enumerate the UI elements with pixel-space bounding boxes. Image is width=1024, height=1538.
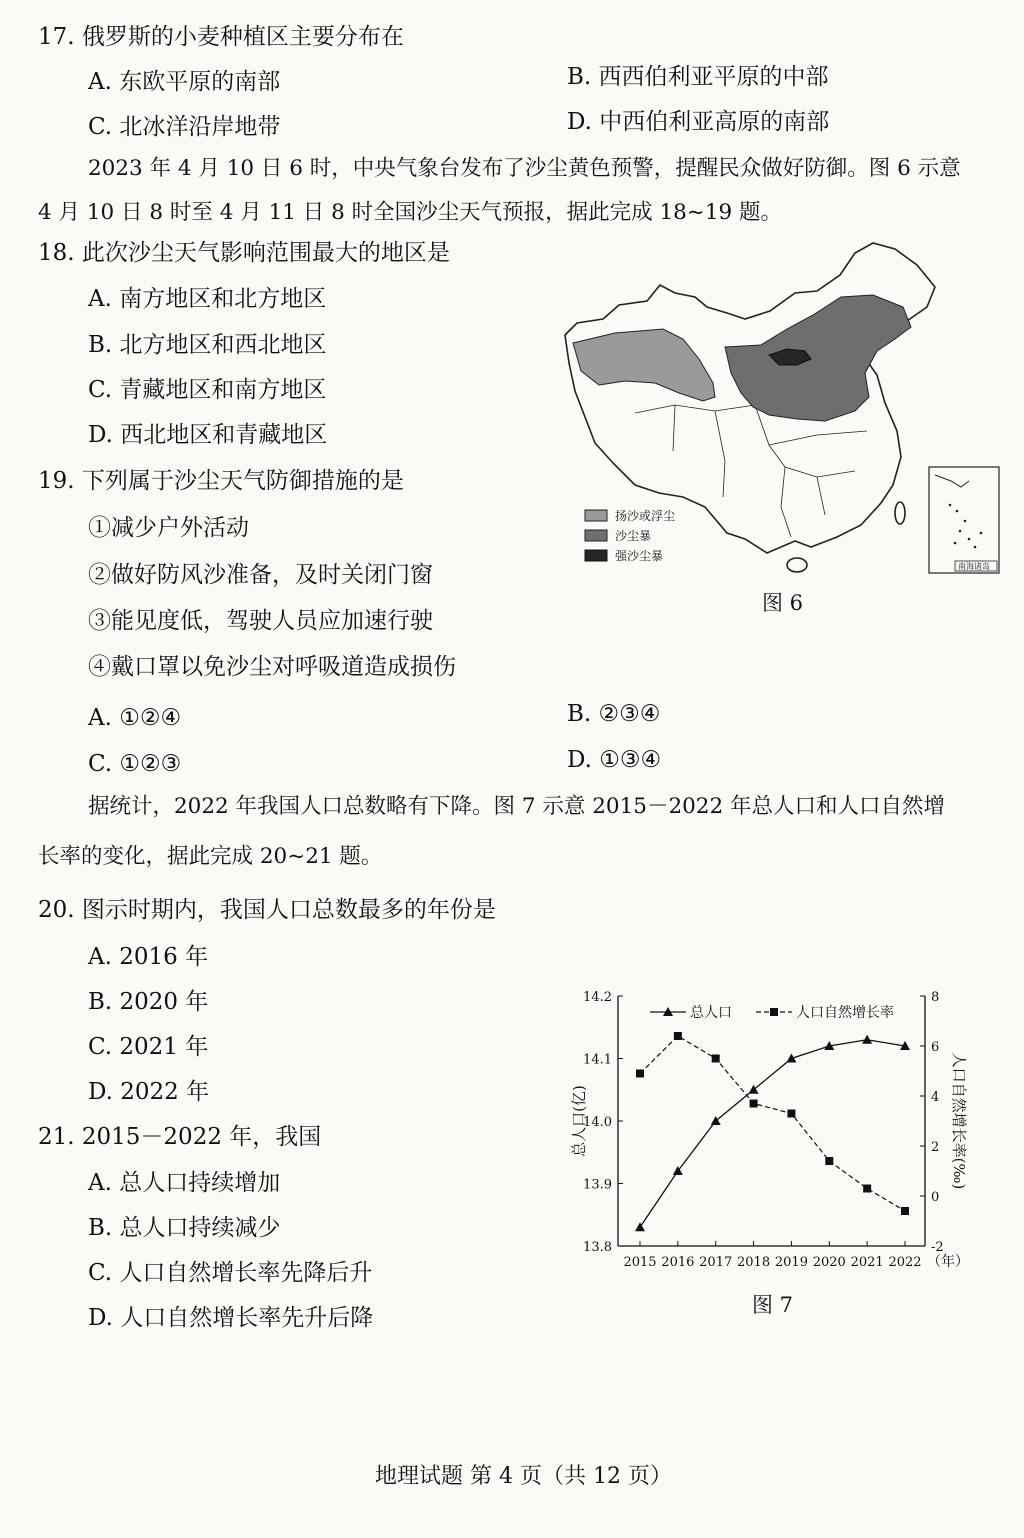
q21-option-a: A. 总人口持续增加 [88, 1170, 281, 1196]
q20-option-b: B. 2020 年 [88, 989, 209, 1015]
q19-option-a: A. ①②④ [88, 705, 182, 731]
x-tick-label: 2015 [623, 1255, 657, 1270]
q17-option-c: C. 北冰洋沿岸地带 [88, 114, 281, 140]
q19-option-b: B. ②③④ [567, 701, 661, 727]
legend-swatch-sandstorm [585, 530, 607, 541]
right-y-axis-title: 人口自然增长率(‰) [950, 1052, 968, 1190]
data-point-natural-growth-rate [863, 1185, 871, 1193]
right-y-tick-label: 8 [931, 990, 940, 1005]
taiwan-island [895, 502, 905, 524]
legend-label-sandstorm: 沙尘暴 [615, 529, 652, 543]
passage1-line1: 2023 年 4 月 10 日 6 时，中央气象台发布了沙尘黄色预警，提醒民众做好防御。图 6 示意 [88, 156, 961, 181]
data-point-total-population [862, 1035, 872, 1044]
left-y-tick-label: 13.8 [583, 1240, 612, 1255]
legend-marker-natural-growth-rate [770, 1008, 778, 1016]
right-y-tick-label: 0 [931, 1190, 940, 1205]
inset-label: 南海诸岛 [958, 562, 990, 571]
q19-item-4: ④戴口罩以免沙尘对呼吸道造成损伤 [88, 654, 456, 680]
inset-frame [929, 467, 999, 573]
q17-option-b: B. 西西伯利亚平原的中部 [567, 64, 829, 90]
left-y-tick-label: 14.0 [583, 1115, 612, 1130]
data-point-natural-growth-rate [750, 1100, 758, 1108]
data-point-total-population [635, 1222, 645, 1231]
x-tick-label: 2016 [661, 1255, 695, 1270]
q19-stem: 19. 下列属于沙尘天气防御措施的是 [38, 468, 404, 494]
q21-option-c: C. 人口自然增长率先降后升 [88, 1260, 373, 1286]
q21-option-d: D. 人口自然增长率先升后降 [88, 1305, 374, 1331]
left-y-tick-label: 14.2 [583, 990, 612, 1005]
q18-option-c: C. 青藏地区和南方地区 [88, 377, 327, 403]
figure-7-caption: 图 7 [752, 1293, 794, 1317]
legend-swatch-severe-sandstorm [585, 550, 607, 561]
x-tick-label: 2018 [737, 1255, 771, 1270]
q19-option-c: C. ①②③ [88, 751, 182, 777]
x-tick-label: 2022 [888, 1255, 922, 1270]
data-point-natural-growth-rate [636, 1070, 644, 1078]
x-tick-label: 2019 [774, 1255, 808, 1270]
legend-label-total-population: 总人口 [690, 1005, 732, 1021]
q19-item-3: ③能见度低，驾驶人员应加速行驶 [88, 608, 433, 634]
data-point-natural-growth-rate [712, 1055, 720, 1063]
q19-option-d: D. ①③④ [567, 747, 662, 773]
figure-6-caption: 图 6 [762, 591, 804, 615]
q18-option-a: A. 南方地区和北方地区 [88, 286, 327, 312]
legend-label-severe-sandstorm: 强沙尘暴 [615, 549, 664, 563]
q18-option-d: D. 西北地区和青藏地区 [88, 422, 328, 448]
series-line-total-population [640, 1040, 905, 1228]
data-point-natural-growth-rate [787, 1110, 795, 1118]
region-blowing-dust-west [573, 329, 715, 401]
q21-stem: 21. 2015－2022 年，我国 [38, 1124, 322, 1150]
passage1-line2: 4 月 10 日 8 时至 4 月 11 日 8 时全国沙尘天气预报，据此完成 18~19 题。 [38, 200, 783, 225]
left-y-tick-label: 13.9 [583, 1177, 612, 1193]
q20-stem: 20. 图示时期内，我国人口总数最多的年份是 [38, 897, 496, 923]
legend-label-blowing-dust: 扬沙或浮尘 [615, 509, 676, 523]
q19-item-2: ②做好防风沙准备，及时关闭门窗 [88, 562, 433, 588]
left-y-tick-label: 14.1 [583, 1052, 612, 1068]
hainan-island [787, 558, 807, 572]
right-y-tick-label: 2 [931, 1140, 940, 1155]
legend-swatch-blowing-dust [585, 510, 607, 521]
right-y-tick-label: -2 [931, 1240, 944, 1255]
x-unit-label: （年） [927, 1254, 969, 1270]
figure-6-map [555, 235, 1015, 580]
data-point-natural-growth-rate [674, 1032, 682, 1040]
q18-option-b: B. 北方地区和西北地区 [88, 332, 327, 358]
data-point-natural-growth-rate [901, 1207, 909, 1215]
q20-option-d: D. 2022 年 [88, 1079, 210, 1105]
q17-option-a: A. 东欧平原的南部 [88, 69, 281, 95]
data-point-natural-growth-rate [825, 1157, 833, 1165]
legend-label-natural-growth-rate: 人口自然增长率 [796, 1005, 894, 1021]
q21-option-b: B. 总人口持续减少 [88, 1215, 281, 1241]
q18-stem: 18. 此次沙尘天气影响范围最大的地区是 [38, 240, 450, 266]
right-y-tick-label: 4 [931, 1090, 940, 1105]
x-tick-label: 2020 [812, 1255, 846, 1270]
q20-option-c: C. 2021 年 [88, 1034, 209, 1060]
left-y-axis-title: 总人口(亿) [570, 1085, 588, 1157]
x-tick-label: 2017 [699, 1255, 733, 1270]
q17-stem: 17. 俄罗斯的小麦种植区主要分布在 [38, 24, 404, 50]
right-y-tick-label: 6 [931, 1040, 940, 1055]
passage2-line1: 据统计，2022 年我国人口总数略有下降。图 7 示意 2015－2022 年总人口和人口自然增 [88, 794, 946, 819]
x-tick-label: 2021 [850, 1255, 884, 1270]
q20-option-a: A. 2016 年 [88, 944, 209, 970]
q19-item-1: ①减少户外活动 [88, 515, 249, 541]
q17-option-d: D. 中西伯利亚高原的南部 [567, 109, 830, 135]
passage2-line2: 长率的变化，据此完成 20~21 题。 [38, 844, 383, 869]
figure-7-chart [570, 980, 1000, 1280]
region-sandstorm-north [725, 295, 911, 421]
page-footer: 地理试题 第 4 页（共 12 页） [375, 1464, 672, 1489]
